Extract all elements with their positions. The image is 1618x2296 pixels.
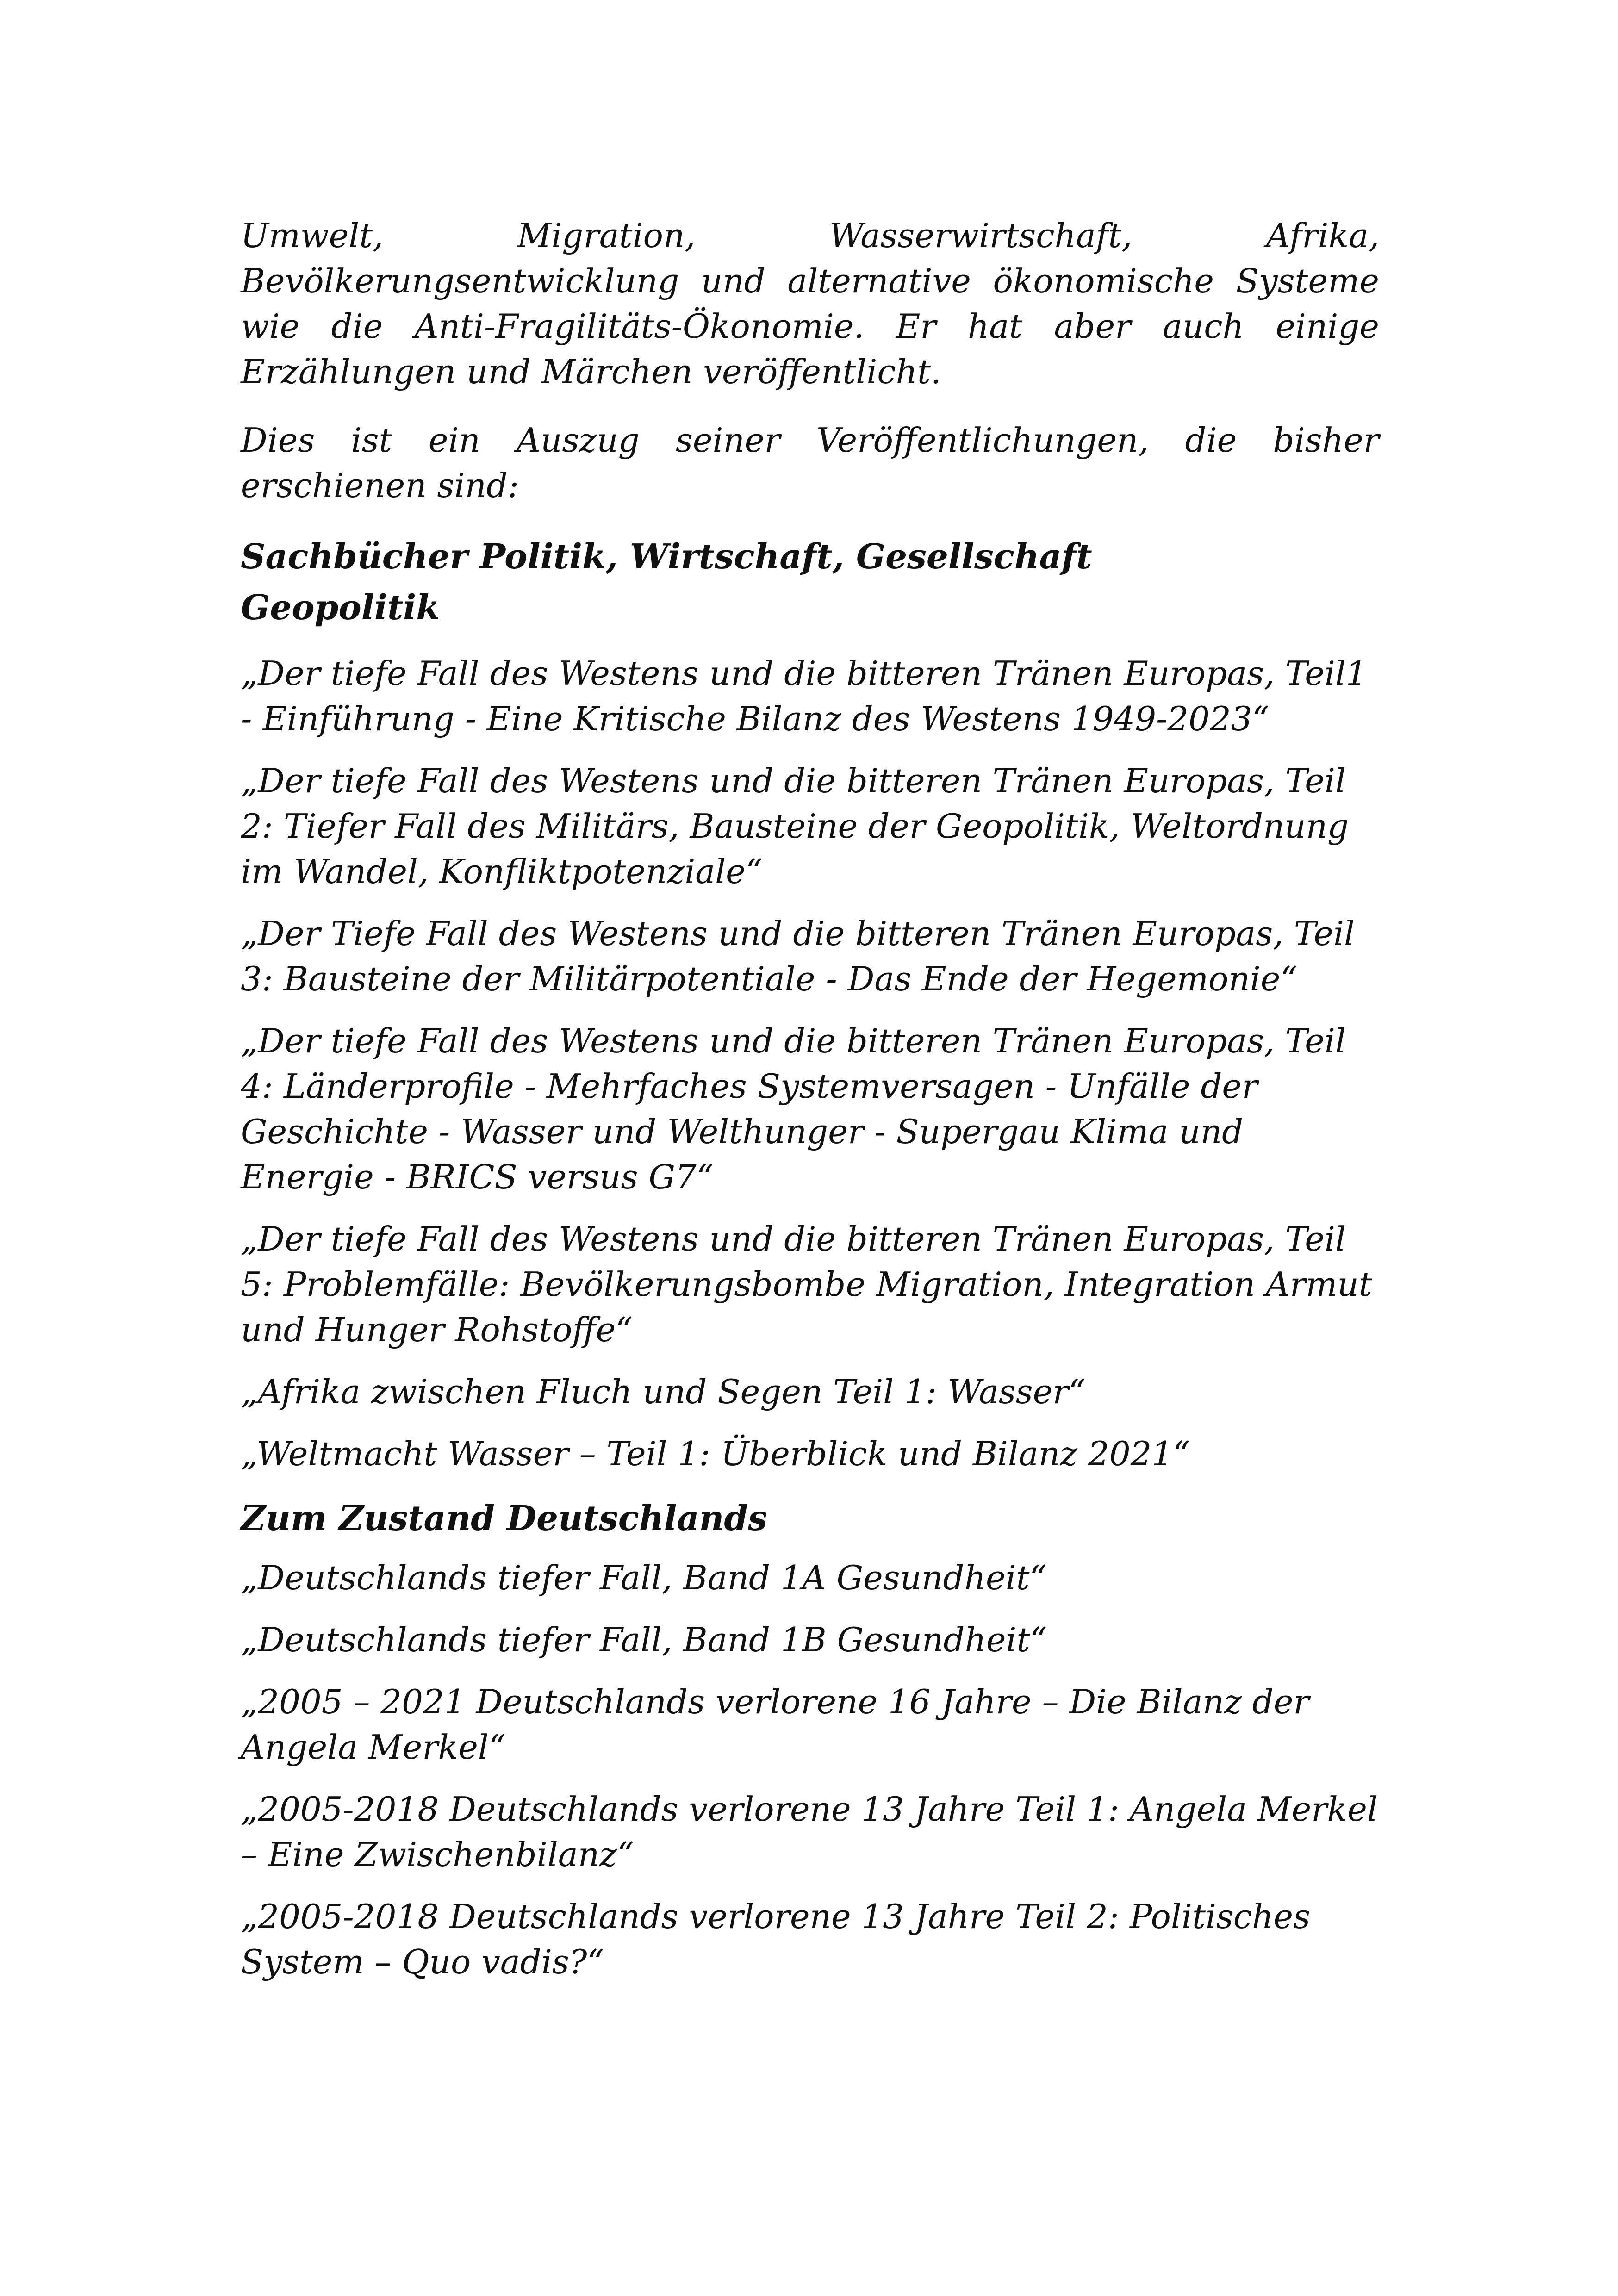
- book-title-item: „2005-2018 Deutschlands verlorene 13 Jahre Teil 1: Angela Merkel – Eine Zwischenbilanz“: [241, 1790, 1378, 1874]
- geopolitics-book-list: [241, 651, 1379, 1476]
- intro-list-lead: Dies ist ein Auszug seiner Veröffentlichungen, die bisher erschienen sind:: [241, 421, 1379, 505]
- book-title-item: „2005-2018 Deutschlands verlorene 13 Jahre Teil 2: Politisches System – Quo vadis?“: [241, 1897, 1311, 1981]
- book-title-item: „Der tiefe Fall des Westens und die bitteren Tränen Europas, Teil1 - Einführung - Eine Kritische Bilanz des Westens 1949-2023“: [241, 654, 1367, 738]
- document-page: [241, 213, 1379, 2001]
- book-title-item: „Der tiefe Fall des Westens und die bitteren Tränen Europas, Teil 4: Länderprofile - Mehrfaches Systemversagen - Unfälle der Geschichte - Wasser und Welthunger - Supergau Klima und Energie - BRICS versus G7“: [241, 1021, 1346, 1196]
- intro-paragraph: Umwelt, Migration, Wasserwirtschaft, Afrika, Bevölkerungsentwicklung und alternative ökonomische Systeme wie die Anti-Fragilitäts-Ökonomie. Er hat aber auch einige Erzählungen und Märchen veröffentlicht.: [241, 216, 1379, 391]
- book-title-item: „Afrika zwischen Fluch und Segen Teil 1: Wasser“: [241, 1372, 1086, 1411]
- book-title-item: „Der Tiefe Fall des Westens und die bitteren Tränen Europas, Teil 3: Bausteine der Militärpotentiale - Das Ende der Hegemonie“: [241, 914, 1355, 998]
- subsection-title-geopolitics: Geopolitik: [241, 588, 440, 628]
- section-title-germany: Zum Zustand Deutschlands: [241, 1499, 767, 1538]
- book-title-item: „Deutschlands tiefer Fall, Band 1B Gesundheit“: [241, 1620, 1047, 1659]
- section-heading-group: [241, 531, 1379, 633]
- germany-book-list: [241, 1555, 1379, 1985]
- book-title-item: „Der tiefe Fall des Westens und die bitteren Tränen Europas, Teil 5: Problemfälle: Bevölkerungsbombe Migration, Integration Armut und Hunger Rohstoffe“: [241, 1220, 1372, 1349]
- book-title-item: „Der tiefe Fall des Westens und die bitteren Tränen Europas, Teil 2: Tiefer Fall des Militärs, Bausteine der Geopolitik, Weltordnung im Wandel, Konfliktpotenziale“: [241, 761, 1349, 891]
- book-title-item: „Deutschlands tiefer Fall, Band 1A Gesundheit“: [241, 1558, 1047, 1597]
- book-title-item: „Weltmacht Wasser – Teil 1: Überblick und Bilanz 2021“: [241, 1434, 1190, 1473]
- book-title-item: „2005 – 2021 Deutschlands verlorene 16 Jahre – Die Bilanz der Angela Merkel“: [241, 1682, 1309, 1767]
- section-title-nonfiction: Sachbücher Politik, Wirtschaft, Gesellschaft: [241, 537, 1092, 577]
